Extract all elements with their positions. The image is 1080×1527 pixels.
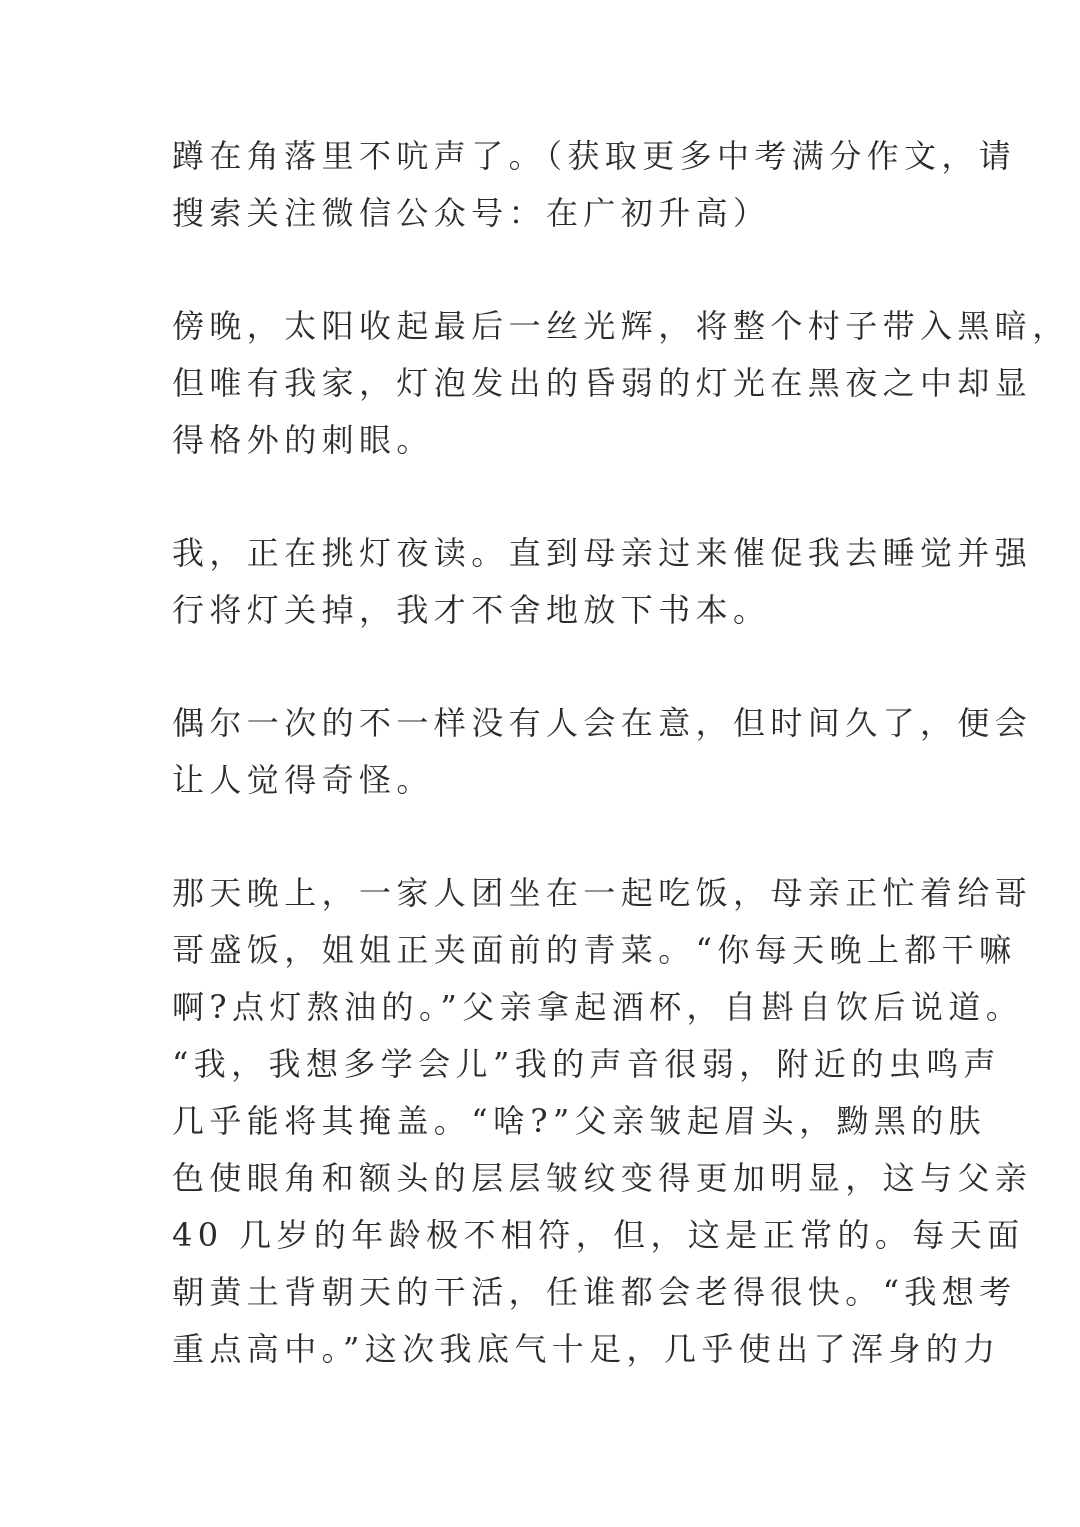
text-line: 重点高中。”这次我底气十足，几乎使出了浑身的力 (172, 1330, 1001, 1368)
text-line: 朝黄土背朝天的干活，任谁都会老得很快。“我想考 (172, 1273, 1017, 1311)
article-body (172, 128, 1070, 1378)
text-line: 几乎能将其掩盖。“啥?”父亲皱起眉头，黝黑的肤 (172, 1102, 987, 1140)
text-line: 那天晚上，一家人团坐在一起吃饭，母亲正忙着给哥 (172, 874, 1033, 912)
text-line: “我，我想多学会儿”我的声音很弱，附近的虫鸣声 (172, 1045, 1001, 1083)
text-line: 傍晚，太阳收起最后一丝光辉，将整个村子带入黑暗， (172, 307, 1070, 345)
paragraph (172, 695, 1033, 809)
paragraph-gap (172, 469, 912, 525)
text-line: 色使眼角和额头的层层皱纹变得更加明显，这与父亲 (172, 1159, 1033, 1197)
paragraph (172, 525, 1033, 639)
text-line: 让人觉得奇怪。 (172, 761, 434, 799)
text-line: 哥盛饭，姐姐正夹面前的青菜。“你每天晚上都干嘛 (172, 931, 1017, 969)
paragraph (172, 298, 1070, 469)
text-line: 蹲在角落里不吭声了。（获取更多中考满分作文，请 (172, 137, 1017, 175)
text-line: 我，正在挑灯夜读。直到母亲过来催促我去睡觉并强 (172, 534, 1033, 572)
paragraph (172, 865, 1033, 1378)
text-line: 搜索关注微信公众号：在广初升高） (172, 194, 771, 232)
paragraph-gap (172, 242, 912, 298)
text-line: 40 几岁的年龄极不相符，但，这是正常的。每天面 (172, 1216, 1025, 1254)
text-line: 得格外的刺眼。 (172, 421, 434, 459)
paragraph-gap (172, 809, 912, 865)
paragraph (172, 128, 1017, 242)
paragraph-gap (172, 639, 912, 695)
text-line: 偶尔一次的不一样没有人会在意，但时间久了，便会 (172, 704, 1033, 742)
text-line: 啊?点灯熬油的。”父亲拿起酒杯，自斟自饮后说道。 (172, 988, 1024, 1026)
text-line: 行将灯关掉，我才不舍地放下书本。 (172, 591, 771, 629)
text-line: 但唯有我家，灯泡发出的昏弱的灯光在黑夜之中却显 (172, 364, 1033, 402)
